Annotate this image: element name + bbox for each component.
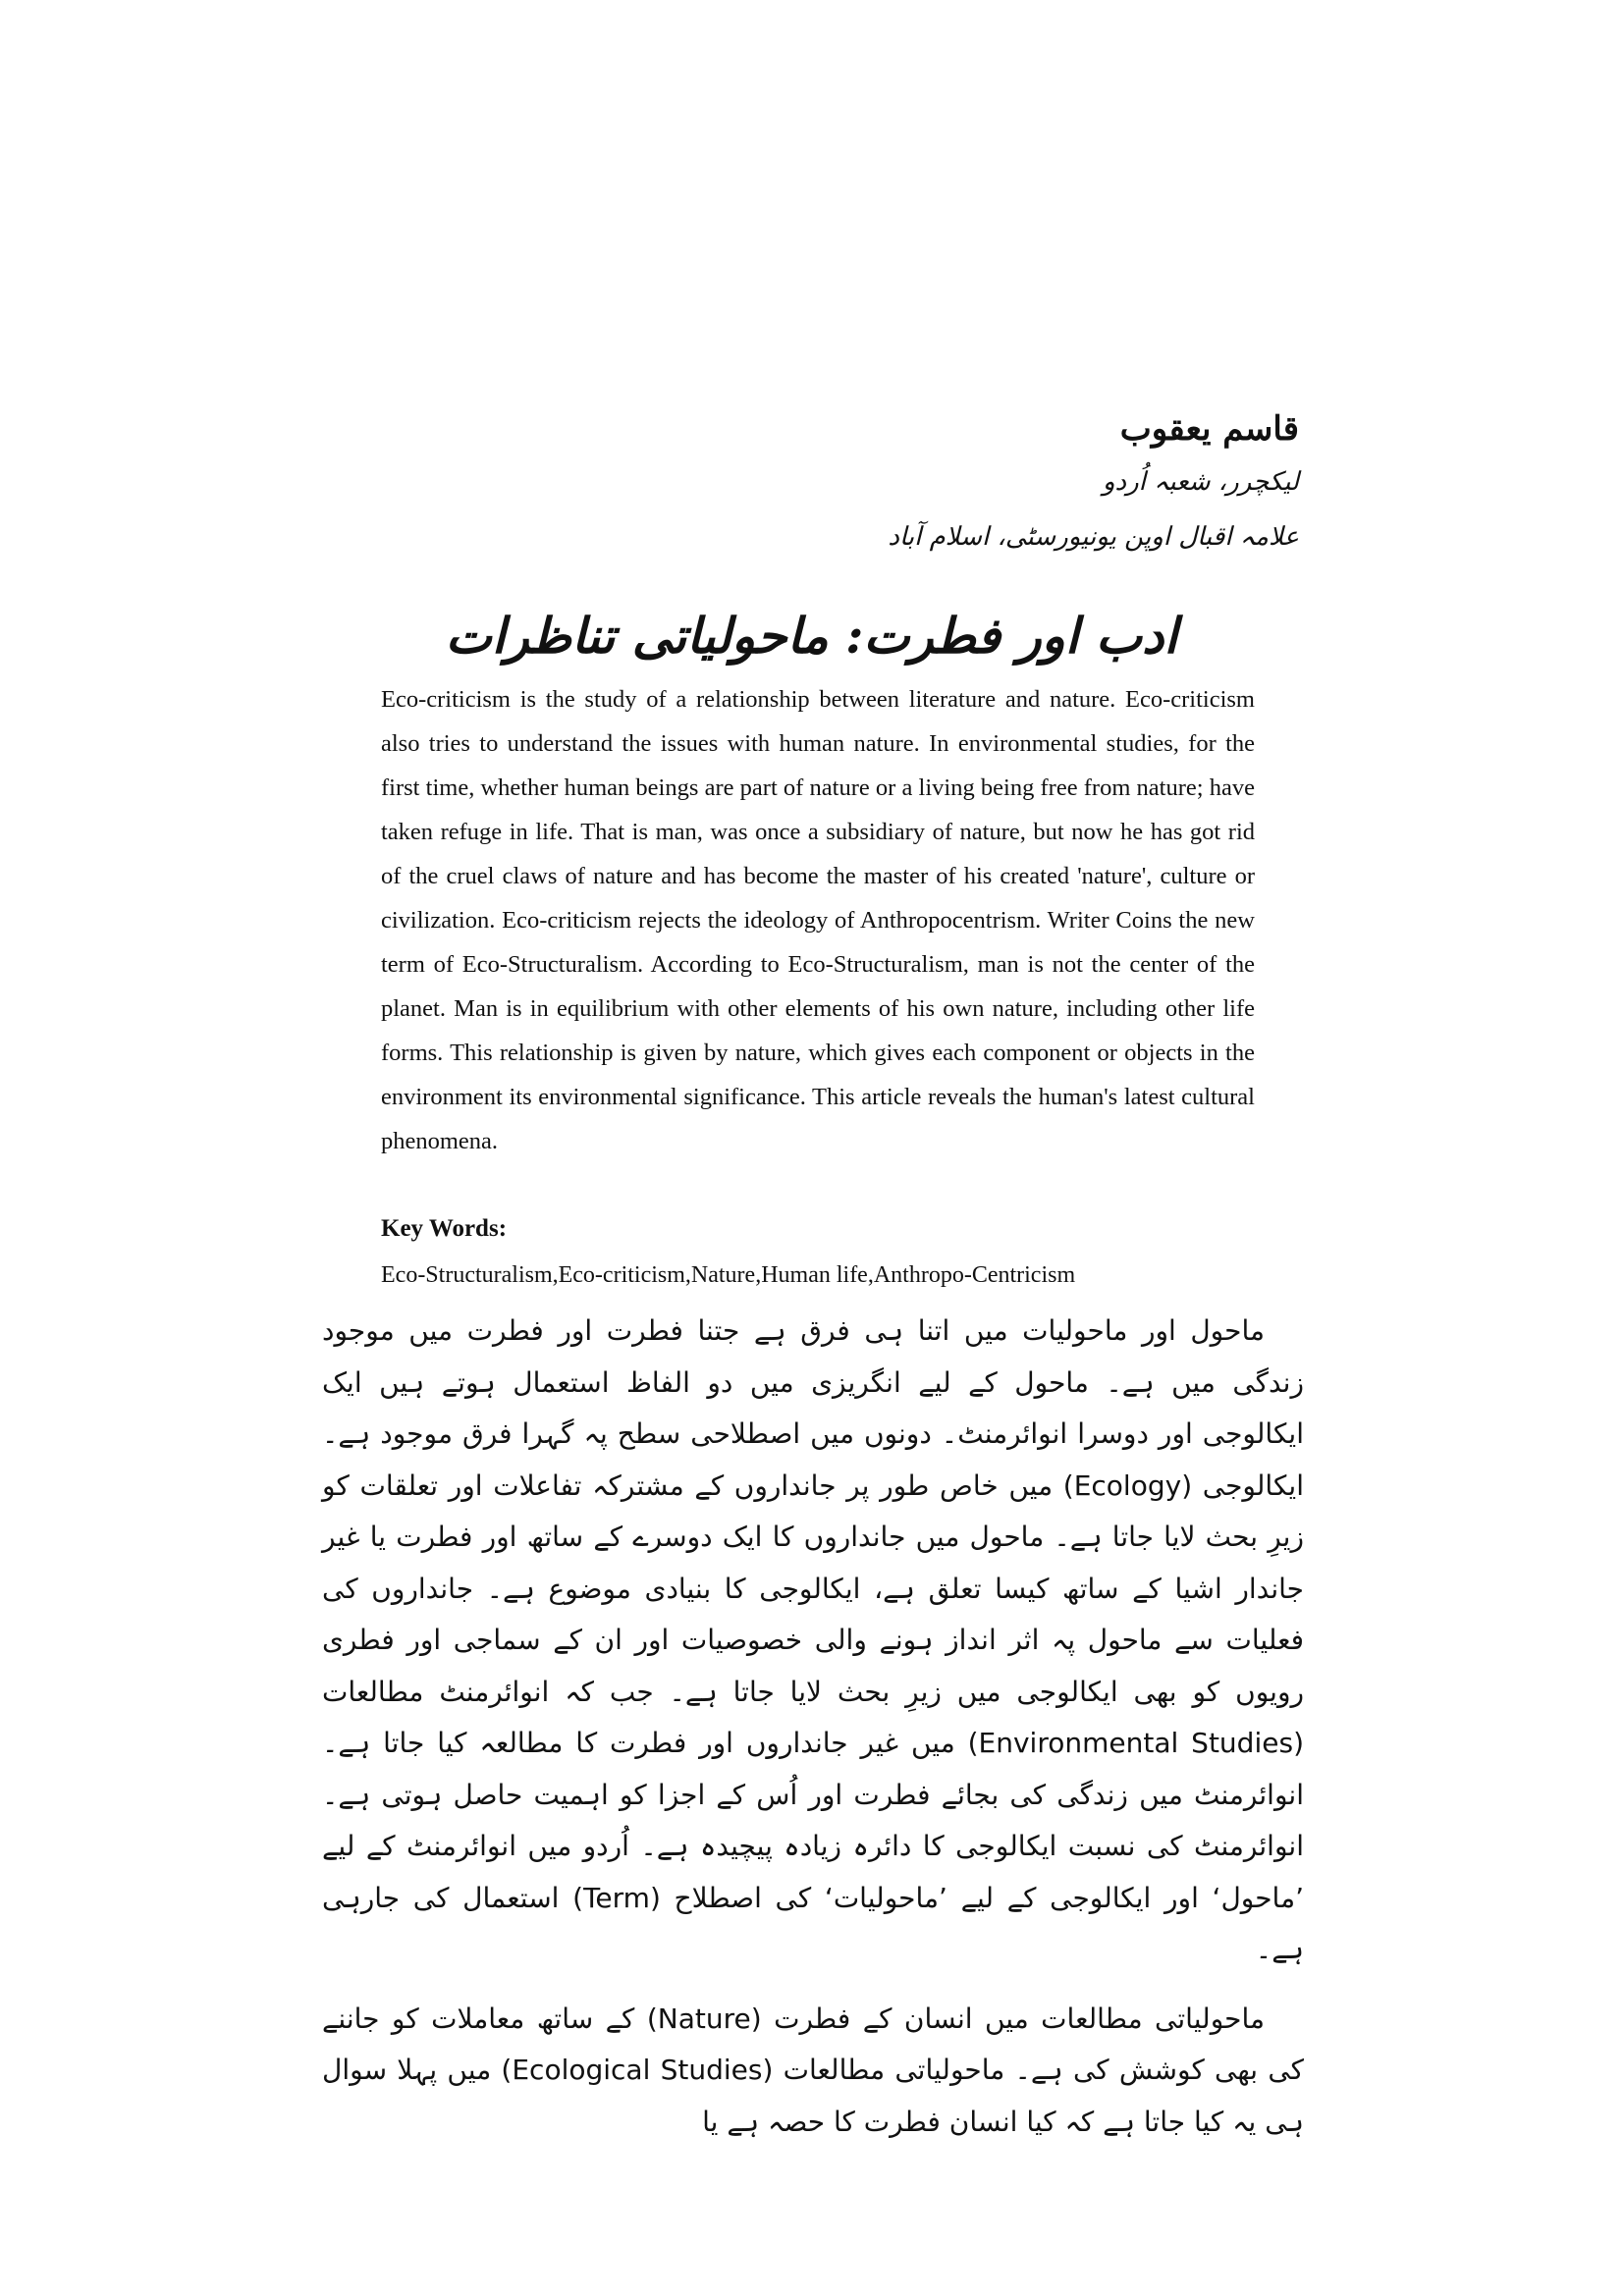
abstract-text: Eco-criticism is the study of a relationship between literature and nature. Eco-criticism also tries to understand the issues with human nature. In environmental studies, for the first time, whether human beings are part of nature or a living being free from nature; have taken refuge in life. That is man, was once a subsidiary of nature, but now he has got rid of the cruel claws of nature and has become the master of his created 'nature', culture or civilization. Eco-criticism rejects the ideology of Anthropocentrism. Writer Coins the new term of Eco-Structuralism. According to Eco-Structuralism, man is not the center of the planet. Man is in equilibrium with other elements of his own nature, including other life forms. This relationship is given by nature, which gives each component or objects in the environment its environmental significance. This article reveals the human's latest cultural phenomena.: [381, 686, 1255, 1154]
author-name: قاسم یعقوب: [1119, 409, 1299, 449]
keywords-list: Eco-Structuralism,Eco-criticism,Nature,Human life,Anthropo-Centricism: [381, 1262, 1076, 1288]
author-affiliation: علامہ اقبال اوپن یونیورسٹی، اسلام آباد: [888, 522, 1299, 552]
article-title: ادب اور فطرت: ماحولیاتی تناظرات: [445, 607, 1178, 665]
body-paragraph-2: ماحولیاتی مطالعات میں انسان کے فطرت (Nature) کے ساتھ معاملات کو جاننے کی بھی کوشش کی ہے۔ ماحولیاتی مطالعات (Ecological Studies) میں پہلا سوال ہی یہ کیا جاتا ہے کہ کیا انسان فطرت کا حصہ ہے یا: [322, 2002, 1304, 2138]
author-block: [612, 402, 1299, 565]
abstract: [381, 677, 1255, 1163]
body-paragraph-1: ماحول اور ماحولیات میں اتنا ہی فرق ہے جتنا فطرت اور فطرت میں موجود زندگی میں ہے۔ ماحول کے لیے انگریزی میں دو الفاظ استعمال ہوتے ہیں ایک ایکالوجی اور دوسرا انوائرمنٹ۔ دونوں میں اصطلاحی سطح پہ گہرا فرق موجود ہے۔ ایکالوجی (Ecology) میں خاص طور پر جانداروں کے مشترکہ تفاعلات اور تعلقات کو زیرِ بحث لایا جاتا ہے۔ ماحول میں جانداروں کا ایک دوسرے کے ساتھ اور فطرت یا غیر جاندار اشیا کے ساتھ کیسا تعلق ہے، ایکالوجی کا بنیادی موضوع ہے۔ جانداروں کی فعلیات سے ماحول پہ اثر انداز ہونے والی خصوصیات اور ان کے سماجی اور فطری رویوں کو بھی ایکالوجی میں زیرِ بحث لایا جاتا ہے۔ جب کہ انوائرمنٹ مطالعات (Environmental Studies) میں غیر جانداروں اور فطرت کا مطالعہ کیا جاتا ہے۔ انوائرمنٹ میں زندگی کی بجائے فطرت اور اُس کے اجزا کو اہمیت حاصل ہوتی ہے۔ انوائرمنٹ کی نسبت ایکالوجی کا دائرہ زیادہ پیچیدہ ہے۔ اُردو میں انوائرمنٹ کے لیے ’ماحول‘ اور ایکالوجی کے لیے ’ماحولیات‘ کی اصطلاح (Term) استعمال کی جارہی ہے۔: [322, 1314, 1304, 1965]
author-role: لیکچرر، شعبہ اُردو: [1102, 467, 1299, 497]
article-body: [322, 1306, 1304, 2148]
keywords-heading: Key Words:: [381, 1215, 508, 1242]
